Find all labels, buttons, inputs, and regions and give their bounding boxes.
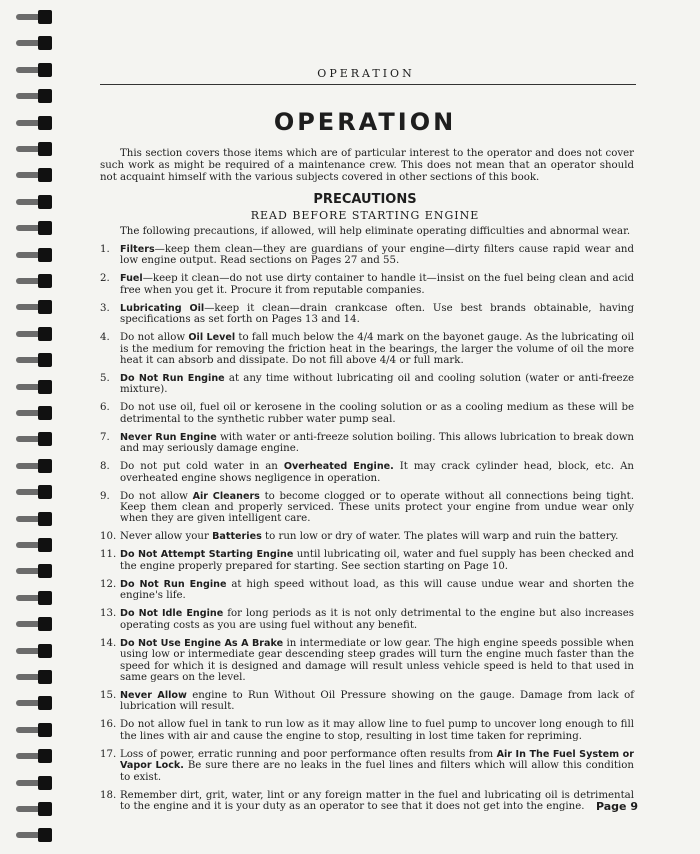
binding-ring — [16, 10, 54, 24]
binding-ring — [16, 432, 54, 446]
item-keyword: Air In The Fuel System or Vapor Lock. — [120, 748, 634, 772]
binding-ring — [16, 300, 54, 314]
item-text: —keep it clean—do not use dirty container to handle it—insist on the fuel being clean and acid free when you get it. Procure it from reputable companies. — [120, 273, 634, 296]
item-keyword: Do Not Run Engine — [120, 373, 225, 385]
binding-ring — [16, 89, 54, 103]
binding-ring — [16, 406, 54, 420]
binding-ring — [16, 512, 54, 526]
precaution-item — [100, 432, 634, 455]
binding-ring — [16, 564, 54, 578]
item-text: Remember dirt, grit, water, lint or any foreign matter in the fuel and lubricating oil is detrimental to the engine and it is your duty as an operator to see that it does not get into the engine. — [120, 789, 634, 812]
item-text: in intermediate or low gear. The high engine speeds possible when using low or intermediate gear descending steep grades will turn the engine much faster than the speed for which it is designed and damage will result unless vehicle speed is held to that used in same gears on the level. — [120, 637, 634, 683]
binding-ring — [16, 591, 54, 605]
item-text: —keep them clean—they are guardians of your engine—dirty filters cause rapid wear and low engine output. Read sections on Pages 27 and 55. — [120, 244, 634, 267]
precaution-item — [100, 719, 634, 742]
item-number: 9. — [100, 490, 110, 502]
precaution-item — [100, 373, 634, 396]
precaution-item — [100, 579, 634, 602]
item-text: —keep it clean—drain crankcase often. Use best brands obtainable, having specifications as set forth on Pages 13 and 14. — [120, 302, 634, 326]
item-number: 3. — [100, 302, 110, 314]
item-keyword: Do Not Run Engine — [120, 578, 227, 590]
item-number: 7. — [100, 431, 110, 443]
item-keyword: Never Allow — [120, 689, 187, 701]
item-keyword: Filters — [120, 244, 155, 255]
binding-ring — [16, 776, 54, 790]
binding-ring — [16, 459, 54, 473]
item-number: 6. — [100, 402, 110, 414]
item-keyword: Fuel — [120, 273, 143, 285]
item-number: 2. — [100, 273, 110, 285]
item-text: It may crack cylinder head, block, etc. An overheated engine shows negligence in operation. — [120, 461, 634, 484]
running-header: OPERATION — [317, 67, 415, 80]
binding-ring — [16, 353, 54, 367]
precaution-item — [100, 402, 634, 425]
item-keyword: Air Cleaners — [192, 490, 260, 502]
item-text: for long periods as it is not only detrimental to the engine but also increases operating costs as you are using fuel without any benefit. — [120, 608, 635, 631]
binding-ring — [16, 116, 54, 130]
item-number: 5. — [100, 373, 110, 385]
item-text: Loss of power, erratic running and poor performance often results from — [120, 748, 497, 760]
item-number: 11. — [100, 549, 117, 561]
binding-ring — [16, 828, 54, 842]
item-text: at high speed without load, as this will cause undue wear and shorten the engine's life. — [120, 578, 634, 602]
binding-ring — [16, 696, 54, 710]
item-text: to fall much below the 4/4 mark on the bayonet gauge. As the lubricating oil is the medium for removing the friction heat in the bearings, the larger the volume of oil the more heat it can absorb and dissipate. Do not fill above 4/4 or full mark. — [120, 332, 634, 367]
item-text: at any time without lubricating oil and cooling solution (water or anti-freeze mixture). — [120, 373, 634, 396]
item-keyword: Oil Level — [188, 332, 236, 344]
binding-ring — [16, 327, 54, 341]
item-text: Do not use oil, fuel oil or kerosene in the cooling solution or as a cooling medium as these will be detrimental to the synthetic rubber water pump seal. — [120, 402, 634, 425]
spiral-binding — [0, 0, 56, 854]
item-text: Do not allow — [120, 332, 189, 344]
item-text: until lubricating oil, water and fuel supply has been checked and the engine properly prepared for starting. See section starting on Page 10. — [120, 549, 635, 572]
precaution-item — [100, 461, 634, 484]
binding-ring — [16, 617, 54, 631]
binding-ring — [16, 644, 54, 658]
precaution-item — [100, 690, 634, 713]
item-keyword: Do Not Attempt Starting Engine — [120, 549, 294, 561]
item-text: Do not allow fuel in tank to run low as it may allow line to fuel pump to uncover long enough to fill the lines with air and cause the engine to stop, resulting in lost time taken for repriming. — [120, 719, 634, 742]
page-number: Page 9 — [595, 800, 638, 813]
item-number: 13. — [100, 608, 117, 620]
item-number: 10. — [100, 531, 117, 543]
item-number: 4. — [100, 332, 110, 344]
binding-ring — [16, 248, 54, 262]
item-number: 17. — [100, 748, 117, 760]
binding-ring — [16, 36, 54, 50]
item-text: engine to Run Without Oil Pressure showing on the gauge. Damage from lack of lubrication will result. — [120, 689, 634, 713]
binding-ring — [16, 802, 54, 816]
item-text: to become clogged or to operate without all connections being tight. Keep them clean and properly serviced. These units protect your engine from undue wear only when they are given intelligent care. — [120, 490, 635, 525]
item-number: 1. — [100, 244, 110, 255]
item-text: with water or anti-freeze solution boiling. This allows lubrication to break down and may seriously damage engine. — [120, 431, 634, 455]
section-title: PRECAUTIONS — [313, 192, 417, 207]
precaution-item — [100, 303, 634, 326]
item-text: Do not allow — [120, 490, 193, 502]
binding-ring — [16, 274, 54, 288]
binding-ring — [16, 538, 54, 552]
binding-ring — [16, 380, 54, 394]
item-keyword: Lubricating Oil — [120, 302, 205, 314]
precaution-item — [100, 549, 634, 572]
precaution-item — [100, 244, 634, 267]
item-text: Never allow your — [120, 531, 213, 543]
precaution-item — [100, 790, 634, 813]
binding-ring — [16, 749, 54, 763]
binding-ring — [16, 485, 54, 499]
lead-paragraph: The following precautions, if allowed, will help eliminate operating difficulties and abnormal wear. — [120, 226, 631, 237]
item-keyword: Do Not Use Engine As A Brake — [120, 637, 284, 649]
item-number: 15. — [100, 689, 117, 701]
item-keyword: Overheated Engine. — [283, 461, 394, 473]
item-number: 12. — [100, 578, 117, 590]
item-number: 14. — [100, 637, 117, 649]
precaution-item — [100, 638, 634, 684]
item-number: 8. — [100, 461, 110, 473]
item-number: 18. — [100, 789, 117, 801]
binding-ring — [16, 168, 54, 182]
binding-ring — [16, 195, 54, 209]
item-text: Do not put cold water in an — [120, 461, 284, 473]
item-keyword: Batteries — [212, 531, 262, 543]
page-title: OPERATION — [273, 108, 457, 136]
section-subtitle: READ BEFORE STARTING ENGINE — [250, 209, 480, 222]
binding-ring — [16, 221, 54, 235]
precaution-item — [100, 273, 634, 296]
item-keyword: Do Not Idle Engine — [120, 608, 224, 620]
binding-ring — [16, 142, 54, 156]
precaution-item — [100, 491, 634, 525]
binding-ring — [16, 670, 54, 684]
item-number: 16. — [100, 719, 117, 731]
precaution-item — [100, 608, 634, 631]
precaution-item — [100, 332, 634, 366]
binding-ring — [16, 63, 54, 77]
precaution-item — [100, 749, 634, 783]
item-keyword: Never Run Engine — [120, 431, 217, 443]
header-rule — [100, 84, 636, 85]
item-text: Be sure there are no leaks in the fuel lines and filters which will allow this condition to exist. — [120, 760, 634, 783]
item-text: to run low or dry of water. The plates will warp and ruin the battery. — [261, 531, 619, 543]
precautions-list — [100, 244, 634, 819]
precaution-item — [100, 531, 634, 542]
intro-paragraph: This section covers those items which are of particular interest to the operator and does not cover such work as might be required of a maintenance crew. This does not mean that an operator should not acquaint himself with the various subjects covered in other sections of this book. — [100, 148, 634, 183]
binding-ring — [16, 723, 54, 737]
